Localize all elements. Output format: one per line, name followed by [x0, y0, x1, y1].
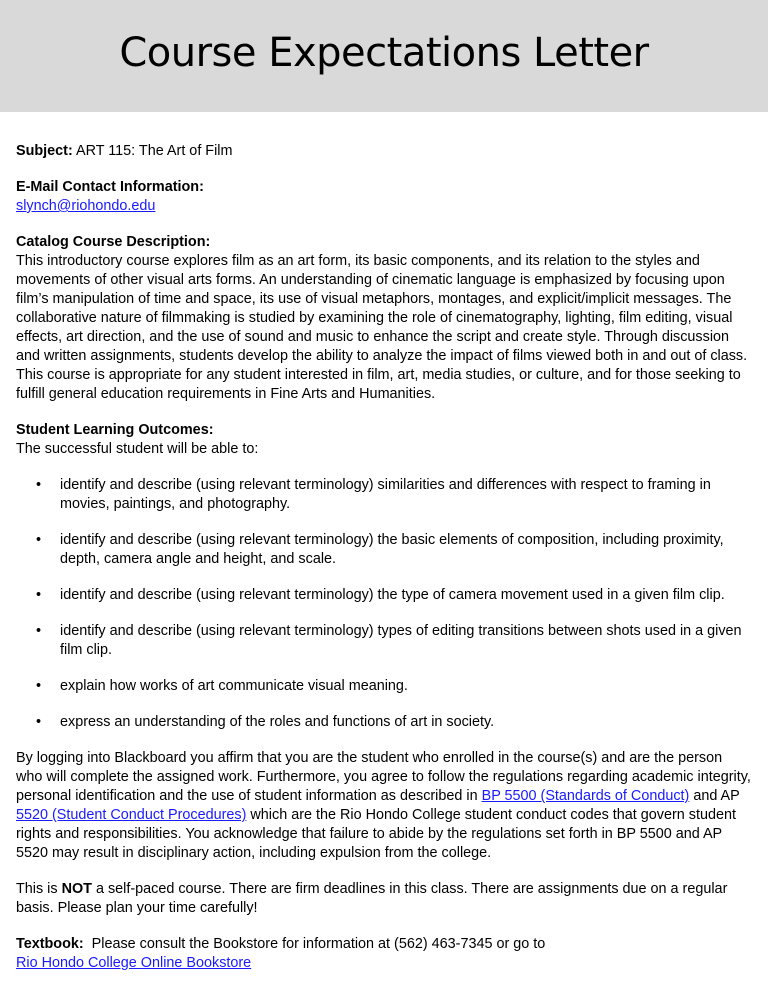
page-header — [0, 0, 768, 112]
contact-label: E-Mail Contact Information: — [16, 179, 204, 195]
bullet: • — [36, 587, 42, 603]
textbook-text: Please consult the Bookstore for information at (562) 463-7345 or go to — [83, 936, 546, 952]
subject-section — [16, 142, 752, 161]
blackboard-paragraph: By logging into Blackboard you affirm that you are the student who enrolled in the course(s) and are the person who will complete the assigned work. Furthermore, you agree to follow the regulations regarding academic integrity, personal identification and the use of student information as described in BP 5500 (Standards of Conduct) and AP 5520 (Student Conduct Procedures) which are the Rio Hondo College student conduct codes that govern student rights and responsibilities. You acknowledge that failure to abide by the regulations set forth in BP 5500 and AP 5520 may result in disciplinary action, including expulsion from the college. — [16, 750, 751, 861]
catalog-section — [16, 233, 752, 404]
bullet: • — [36, 623, 42, 639]
textbook-section — [16, 935, 752, 973]
list-item: • identify and describe (using relevant terminology) types of editing transitions between shots used in a given film clip. — [36, 623, 742, 658]
list-item: • identify and describe (using relevant terminology) the type of camera movement used in a given film clip. — [36, 587, 725, 603]
list-item: • explain how works of art communicate visual meaning. — [36, 678, 408, 694]
letter-body — [0, 112, 768, 973]
outcomes-label: Student Learning Outcomes: — [16, 422, 214, 438]
bullet: • — [36, 678, 42, 694]
bullet: • — [36, 477, 42, 493]
page-title: Course Expectations Letter — [119, 30, 649, 76]
outcomes-list — [16, 476, 752, 732]
textbook-label: Textbook: — [16, 936, 84, 952]
list-item: • express an understanding of the roles and functions of art in society. — [36, 714, 495, 730]
catalog-label: Catalog Course Description: — [16, 234, 211, 250]
contact-section — [16, 178, 752, 216]
bullet: • — [36, 714, 42, 730]
subject-value: ART 115: The Art of Film — [72, 143, 233, 159]
ap5520-link[interactable]: 5520 (Student Conduct Procedures) — [16, 807, 247, 823]
list-item: • identify and describe (using relevant terminology) the basic elements of composition, including proximity, depth, camera angle and height, and scale. — [36, 532, 724, 567]
pace-paragraph: This is NOT a self-paced course. There are firm deadlines in this class. There are assignments due on a regular basis. Please plan your time carefully! — [16, 881, 728, 916]
list-item: • identify and describe (using relevant terminology) similarities and differences with respect to framing in movies, paintings, and photography. — [36, 477, 711, 512]
subject-label: Subject: — [16, 143, 73, 159]
bookstore-link[interactable]: Rio Hondo College Online Bookstore — [16, 955, 252, 971]
catalog-description: This introductory course explores film as an art form, its basic components, and its relation to the styles and movements of other visual arts forms. An understanding of cinematic language is emphasized by focusing upon film’s manipulation of time and space, its use of visual metaphors, montages, and explicit/implicit messages. The collaborative nature of filmmaking is studied by examining the role of cinematography, lighting, film editing, visual effects, art direction, and the use of sound and music to enhance the script and create style. Through discussion and written assignments, students develop the ability to analyze the impact of films viewed both in and out of class. This course is appropriate for any student interested in film, art, media studies, or culture, and for those seeking to fulfill general education requirements in Fine Arts and Humanities. — [16, 253, 748, 402]
bp5500-link[interactable]: BP 5500 (Standards of Conduct) — [481, 788, 690, 804]
email-link[interactable]: slynch@riohondo.edu — [16, 198, 156, 214]
bullet: • — [36, 532, 42, 548]
outcomes-section — [16, 421, 752, 732]
outcomes-intro: The successful student will be able to: — [16, 441, 259, 457]
not-emphasis: NOT — [61, 881, 92, 897]
